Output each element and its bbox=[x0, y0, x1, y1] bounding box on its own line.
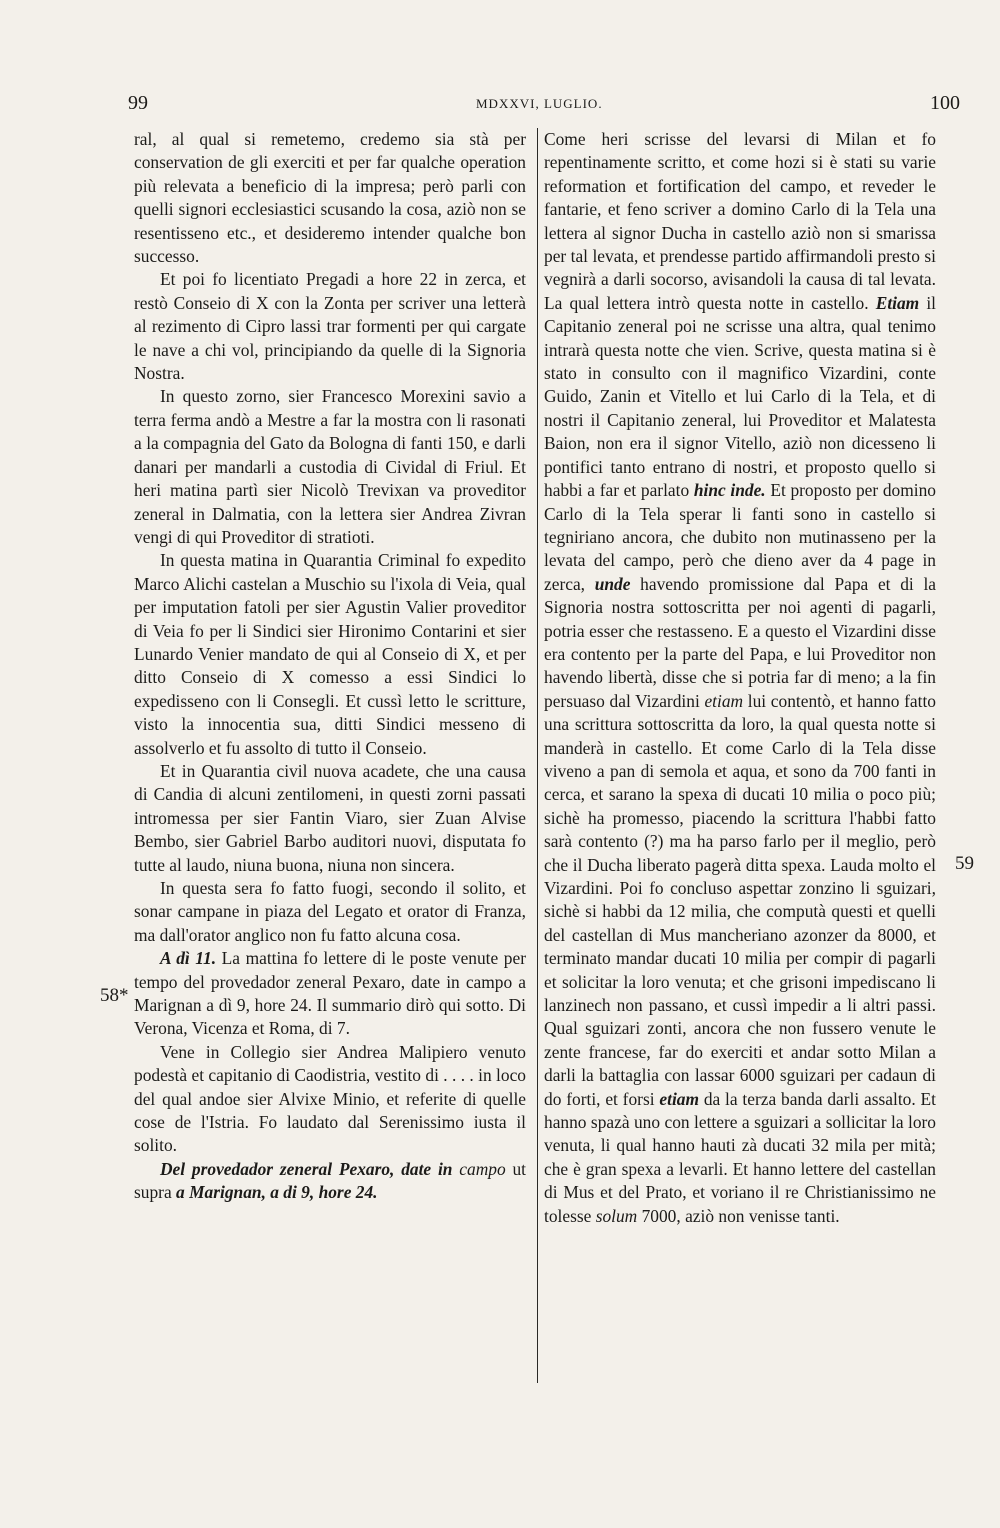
margin-number-left: 58* bbox=[100, 985, 129, 1006]
right-column bbox=[544, 128, 936, 1228]
paragraph bbox=[134, 1158, 526, 1205]
paragraph bbox=[134, 760, 526, 877]
text-run: havendo promissione dal Papa et di la Signoria nostra sottoscritta per noi agenti di pagarli, potria esser che restasseno. E a questo el Vizardini disse era contento per la parte del Papa, e lui Proveditor non havendo libertà, disse che si potria far di meno; a la fin persuaso dal Vizardini bbox=[544, 573, 936, 711]
paragraph bbox=[134, 877, 526, 947]
text-run: da la terza banda darli assalto. Et hanno spazà uno con lettere a sguizari a sollicitar la loro venuta, li qual hanno hauti zà ducati 32 mila per mità; che è gran spexa a levarli. Et hanno lettere del castellan di Mus et del Prato, et voriano il re Christianissimo ne tolesse bbox=[544, 1088, 936, 1226]
margin-number-right: 59 bbox=[955, 853, 974, 874]
text-run: Et in Quarantia civil nuova acadete, che una causa di Candia di alcuni zentilomeni, in questi zorni passati intromessa per sier Fantin Viaro, sier Zuan Alvise Bembo, sier Gabriel Barbo auditori nuovi, disputata fo tutte al laudo, niuna buona, niuna non sincera. bbox=[134, 760, 526, 875]
text-run: Etiam bbox=[875, 292, 920, 313]
text-run: Come heri scrisse del levarsi di Milan et fo repentinamente scritto, et come hozi si è stati su varie reformation et fortification del campo, et reveder le fantarie, et feno scriver a domino Carlo di la Tela una lettera al signor Ducha in castello aziò non si smarissa per tal levata, et prendesse partido affirmandoli presto si vegnirà a darli socorso, avisandoli la causa di tal levata. La qual lettera intrò questa notte in castello. bbox=[544, 129, 936, 313]
text-run: hinc inde. bbox=[693, 480, 766, 501]
text-run: Et poi fo licentiato Pregadi a hore 22 in zerca, et restò Conseio di X con la Zonta per scriver una letterà al rezimento di Cipro lassi trar formenti per qui cargate le nave a chi vol, principiando da quelle di la Signoria Nostra. bbox=[134, 269, 526, 384]
left-column bbox=[134, 128, 526, 1205]
text-run: etiam bbox=[704, 690, 744, 711]
text-run: 7000, aziò non venisse tanti. bbox=[637, 1205, 840, 1226]
text-run: a Marignan, a di 9, hore 24. bbox=[176, 1182, 378, 1203]
text-run: unde bbox=[594, 573, 631, 594]
column-divider bbox=[537, 128, 538, 1383]
text-run: ral, al qual si remetemo, credemo sia stà per conservation de gli exerciti et per far qualche operation più relevata a beneficio di la impresa; però parli con quelli signori ecclesiastici scusando la cosa, aziò non se resentisseno etc., et desideremo intender qualche bon successo. bbox=[134, 129, 526, 267]
text-run: Del provedador zeneral Pexaro, date in bbox=[160, 1158, 453, 1179]
page-number-right: 100 bbox=[930, 92, 960, 114]
text-run: ut supra bbox=[134, 1158, 526, 1203]
text-run: La mattina fo lettere di le poste venute per tempo del provedador zeneral Pexaro, date in campo a Marignan a dì 9, hore 24. Il summario dirò qui sotto. Di Verona, Vicenza et Roma, di 7. bbox=[134, 948, 527, 1039]
text-run: etiam bbox=[659, 1088, 699, 1109]
text-run: solum bbox=[595, 1205, 638, 1226]
page-header bbox=[128, 92, 960, 122]
paragraph bbox=[134, 947, 526, 1041]
text-run: Vene in Collegio sier Andrea Malipiero venuto podestà et capitanio di Caodistria, vestito di . . . . in loco del qual andoe sier Alvixe Minio, et referite di quelle cose de l'Istria. Fo laudato dal Serenissimo iusta il solito. bbox=[134, 1041, 526, 1156]
paragraph bbox=[134, 1041, 526, 1158]
paragraph bbox=[134, 385, 526, 549]
text-run: In questa matina in Quarantia Criminal fo expedito Marco Alichi castelan a Muschio su l'ixola di Veia, qual per imputation fatoli per sier Agustin Valier proveditor di Veia fo per li Sindici sier Hironimo Contarini et sier Lunardo Venier mandato de qui al Conseio di X, et per ditto Conseio di X comesso a essi Sindici lo expedisseno con li Consegli. Et cussì letto le scritture, visto la innocentia sua, ditti Sindici messeno di assolverlo et fu assolto di tutto il Conseio. bbox=[134, 550, 526, 758]
paragraph bbox=[134, 549, 526, 760]
text-run: campo bbox=[459, 1158, 506, 1179]
text-run: il Capitanio zeneral poi ne scrisse una altra, qual tenimo intrarà questa notte che vien. Scrive, questa matina si è stato in consulto con il magnifico Vizardini, conte Guido, Zanin et Vitello et lui Carlo di la Tela, et di nostri il Capitanio zeneral, lui Proveditor et Malatesta Baion, non era il signor Vitello, aziò non dicesseno li pontifici tanto entrano di nostri, et proposto quello si habbi a far et parlato bbox=[544, 292, 937, 501]
text-run: lui contentò, et hanno fatto una scrittura sottoscritta da loro, la qual questa notte si manderà in castello. Et come Carlo di la Tela disse viveno a pan di semola et aqua, et sono da 700 fanti in cerca, et sarano la spexa di ducati 10 milia o poco più; sichè ha promesso, piacendo la scrittura l'habbi fatto sarà contento (?) ma ha parso farlo per il meglio, però che il Ducha liberato pagerà ditta spexa. Lauda molto el Vizardini. Poi fo concluso aspettar zonzino li sguizari, sichè si habbi da 12 milia, che computà questi et quelli del castellan di Mus mancheriano azonzer da 8000, et terminato mandar ducati 10 milia per compir di pagarli et solicitar la loro venuta; et che grisoni impediscano li lanzinech non passano, et cussì impedir a li altri passi. Qual sguizari zonti, ancora che non fussero venute le zente francese, far do exerciti et andar sotto Milan a darli la battaglia con lassar 6000 sguizari per cadaun di do forti, et forsi bbox=[544, 690, 936, 1109]
paragraph bbox=[134, 128, 526, 268]
paragraph bbox=[134, 268, 526, 385]
page-number-left: 99 bbox=[128, 92, 148, 114]
text-run: In questo zorno, sier Francesco Morexini savio a terra ferma andò a Mestre a far la mostra con li rasonati a la compagnia del Gato da Bologna di fanti 150, e darli danari per mandarli a custodia di Cividal di Friul. Et heri matina partì sier Nicolò Trevixan va proveditor zeneral in Dalmatia, con la lettera sier Andrea Zivran vengi di qui Proveditor di stratioti. bbox=[134, 386, 526, 547]
text-run: A dì 11. bbox=[160, 948, 217, 969]
text-run: In questa sera fo fatto fuogi, secondo il solito, et sonar campane in piaza del Legato et orator di Franza, ma dall'orator anglico non fu fatto alcuna cosa. bbox=[134, 878, 526, 945]
paragraph bbox=[544, 128, 936, 1228]
running-title: MDXXVI, LUGLIO. bbox=[476, 96, 603, 111]
text-run: Et proposto per domino Carlo di la Tela sperar li fanti sono in castello si tegniriano ancora, che dubito non mutinasseno per la levata del campo, però che dieno aver da 4 page in zerca, bbox=[544, 480, 936, 594]
